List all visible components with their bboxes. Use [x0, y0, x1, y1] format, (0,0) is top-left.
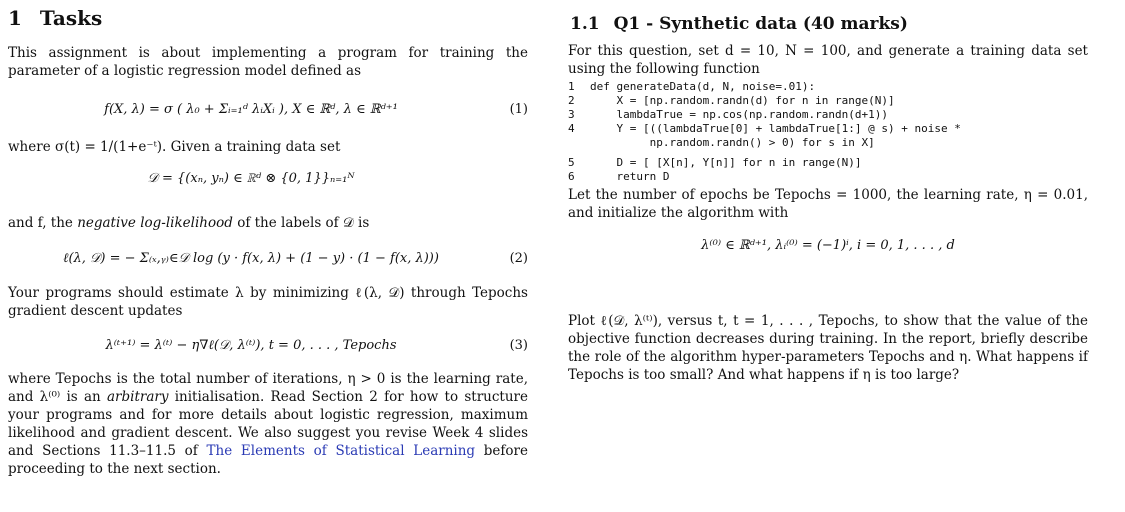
section-heading	[8, 6, 528, 30]
intro-paragraph: This assignment is about implementing a program for training the parameter of a logistic regression model defined as	[8, 45, 528, 79]
equation-2-number: (2)	[509, 250, 528, 266]
closing-paragraph: where Tepochs is the total number of iterations, η > 0 is the learning rate, and λ⁽⁰⁾ is an arbitrary initialisation. Read Section 2 for how to structure your programs and for more details about logistic regression, maximum likelihood and gradient descent. We also suggest you revise Week 4 slides and Sections 11.3–11.5 of The Elements of Statistical Learning before proceeding to the next section.	[8, 371, 528, 477]
nll-intro: and f, the negative log-likelihood of the labels of 𝒟 is	[8, 215, 370, 231]
sigma-definition: where σ(t) = 1/(1+e⁻ᵗ). Given a training data set	[8, 139, 341, 155]
code-line: np.random.randn() > 0) for s in X]	[590, 136, 875, 149]
init-equation	[568, 222, 1088, 268]
equation-1	[8, 80, 528, 138]
subsection-number: 1.1	[570, 14, 600, 34]
section-number: 1	[8, 6, 22, 30]
subsection-heading	[570, 14, 1088, 34]
code-line: 6 return D	[568, 170, 670, 183]
arbitrary-emphasis: arbitrary	[106, 389, 169, 405]
equation-1-number: (1)	[509, 101, 528, 117]
init-equation-body: λ⁽⁰⁾ ∈ ℝᵈ⁺¹, λᵢ⁽⁰⁾ = (−1)ⁱ, i = 0, 1, . . . , d	[701, 237, 955, 253]
question-intro: For this question, set d = 10, N = 100, and generate a training data set using the following function	[568, 43, 1088, 77]
equation-1-body: f(X, λ) = σ ( λ₀ + Σᵢ₌₁ᵈ λᵢXᵢ ), X ∈ ℝᵈ, λ ∈ ℝᵈ⁺¹	[104, 101, 398, 117]
epochs-paragraph: Let the number of epochs be Tepochs = 1000, the learning rate, η = 0.01, and initialize the algorithm with	[568, 187, 1088, 221]
equation-2-body: ℓ(λ, 𝒟) = − Σ₍ₓ,ᵧ₎∈𝒟 log (y · f(x, λ) + (1 − y) · (1 − f(x, λ)))	[63, 251, 439, 266]
plot-paragraph: Plot ℓ(𝒟, λ⁽ᵗ⁾), versus t, t = 1, . . . , Tepochs, to show that the value of the objective function decreases during training. In the report, briefly describe the role of the algorithm hyper-parameters Tepochs and η. What happens if Tepochs is too small? And what happens if η is too large?	[568, 313, 1088, 383]
left-column	[8, 0, 528, 478]
code-line: 5 D = [ [X[n], Y[n]] for n in range(N)]	[568, 156, 862, 169]
dataset-equation-body: 𝒟 = {(xₙ, yₙ) ∈ ℝᵈ ⊗ {0, 1}}ₙ₌₁ᴺ	[147, 170, 355, 186]
equation-3-number: (3)	[509, 337, 528, 353]
right-column	[568, 0, 1088, 384]
section-title: Tasks	[39, 6, 103, 30]
code-line: 4 Y = [((lambdaTrue[0] + lambdaTrue[1:] @ s) + noise *	[568, 122, 961, 135]
dataset-equation	[8, 156, 528, 200]
code-line: 1 def generateData(d, N, noise=.01):	[568, 80, 816, 93]
code-line: 3 lambdaTrue = np.cos(np.random.randn(d+1))	[568, 108, 889, 121]
code-line: 2 X = [np.random.randn(d) for n in range(N)]	[568, 94, 895, 107]
equation-3	[8, 320, 528, 370]
equation-2	[8, 232, 528, 284]
equation-3-body: λ⁽ᵗ⁺¹⁾ = λ⁽ᵗ⁾ − η∇ℓ(𝒟, λ⁽ᵗ⁾), t = 0, . . . , Tepochs	[105, 338, 397, 353]
book-link[interactable]: The Elements of Statistical Learning	[206, 443, 476, 459]
subsection-title: Q1 - Synthetic data (40 marks)	[613, 14, 908, 34]
nll-emphasis: negative log-likelihood	[77, 215, 233, 231]
code-listing	[568, 80, 1088, 184]
estimate-paragraph: Your programs should estimate λ by minimizing ℓ(λ, 𝒟) through Tepochs gradient descent updates	[8, 285, 528, 319]
